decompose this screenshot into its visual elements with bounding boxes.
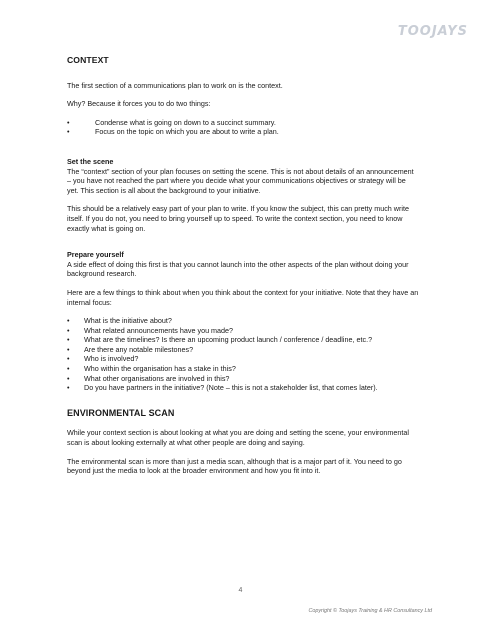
env-scan-paragraph-1: While your context section is about looking at what you are doing and setting the scene, your environmental scan is about looking externally at what other people are doing and saying. (67, 428, 410, 448)
list-item-text: Who is involved? (84, 354, 139, 364)
list-item-text: Condense what is going on down to a succinct summary. (95, 117, 276, 127)
bullet-icon: • (67, 335, 70, 345)
list-item (67, 127, 419, 137)
bullet-icon: • (67, 127, 70, 137)
list-item (67, 118, 419, 128)
list-item-text: Who within the organisation has a stake in this? (84, 364, 236, 374)
bullet-icon: • (67, 354, 70, 364)
list-item (67, 326, 419, 336)
list-item-text: What is the initiative about? (84, 316, 172, 326)
env-scan-paragraph-2: The environmental scan is more than just a media scan, although that is a major part of it. You need to go beyond just the media to look at the broader environment and how you fit into it. (67, 456, 402, 476)
list-item (67, 345, 419, 355)
set-scene-title: Set the scene (67, 156, 114, 166)
list-item-text: What are the timelines? Is there an upcoming product launch / conference / deadline, etc.? (84, 335, 373, 345)
list-item (67, 374, 419, 384)
prepare-paragraph-2: Here are a few things to think about when you think about the context for your initiative. Note that they have an internal focus: (67, 287, 419, 307)
set-scene-paragraph-1: The “context” section of your plan focuses on setting the scene. This is not about details of an announcement – you have not reached the part where you decide what your communications objectives or strategy will be yet. This section is all about the background to your initiative. (67, 166, 414, 195)
bullet-icon: • (67, 316, 70, 326)
context-heading: CONTEXT (67, 55, 109, 65)
bullet-icon: • (67, 383, 70, 393)
bullet-icon: • (67, 344, 70, 354)
bullet-icon: • (67, 364, 70, 374)
set-scene-paragraph-2: This should be a relatively easy part of your plan to write. If you know the subject, this can pretty much write itself. If you do not, you need to bring yourself up to speed. To write the context section, you need to know exactly what is going on. (67, 204, 409, 233)
context-why: Why? Because it forces you to do two things: (67, 99, 211, 109)
list-item-text: Focus on the topic on which you are about to write a plan. (95, 127, 279, 137)
list-item (67, 335, 419, 345)
prepare-paragraph-1: A side effect of doing this first is that you cannot launch into the other aspects of the plan without doing your background research. (67, 259, 409, 279)
bullet-icon: • (67, 325, 70, 335)
list-item-text: Are there any notable milestones? (84, 344, 194, 354)
document-body (67, 56, 419, 485)
bullet-icon: • (67, 117, 70, 127)
list-item (67, 354, 419, 364)
environmental-scan-heading: ENVIRONMENTAL SCAN (67, 407, 175, 418)
bullet-icon: • (67, 373, 70, 383)
list-item-text: What other organisations are involved in this? (84, 373, 230, 383)
toojays-logo: TOOJAYS (397, 24, 468, 39)
things-list (67, 118, 419, 137)
page-number: 4 (238, 587, 243, 594)
prepare-title: Prepare yourself (67, 250, 124, 260)
context-intro: The first section of a communications plan to work on is the context. (67, 80, 283, 90)
list-item-text: What related announcements have you made? (84, 325, 234, 335)
questions-list (67, 316, 419, 393)
list-item (67, 364, 419, 374)
list-item (67, 383, 419, 393)
list-item-text: Do you have partners in the initiative? (Note – this is not a stakeholder list, that comes later). (84, 383, 378, 393)
list-item (67, 316, 419, 326)
copyright-notice: Copyright © Toojays Training & HR Consultancy Ltd (308, 608, 432, 614)
